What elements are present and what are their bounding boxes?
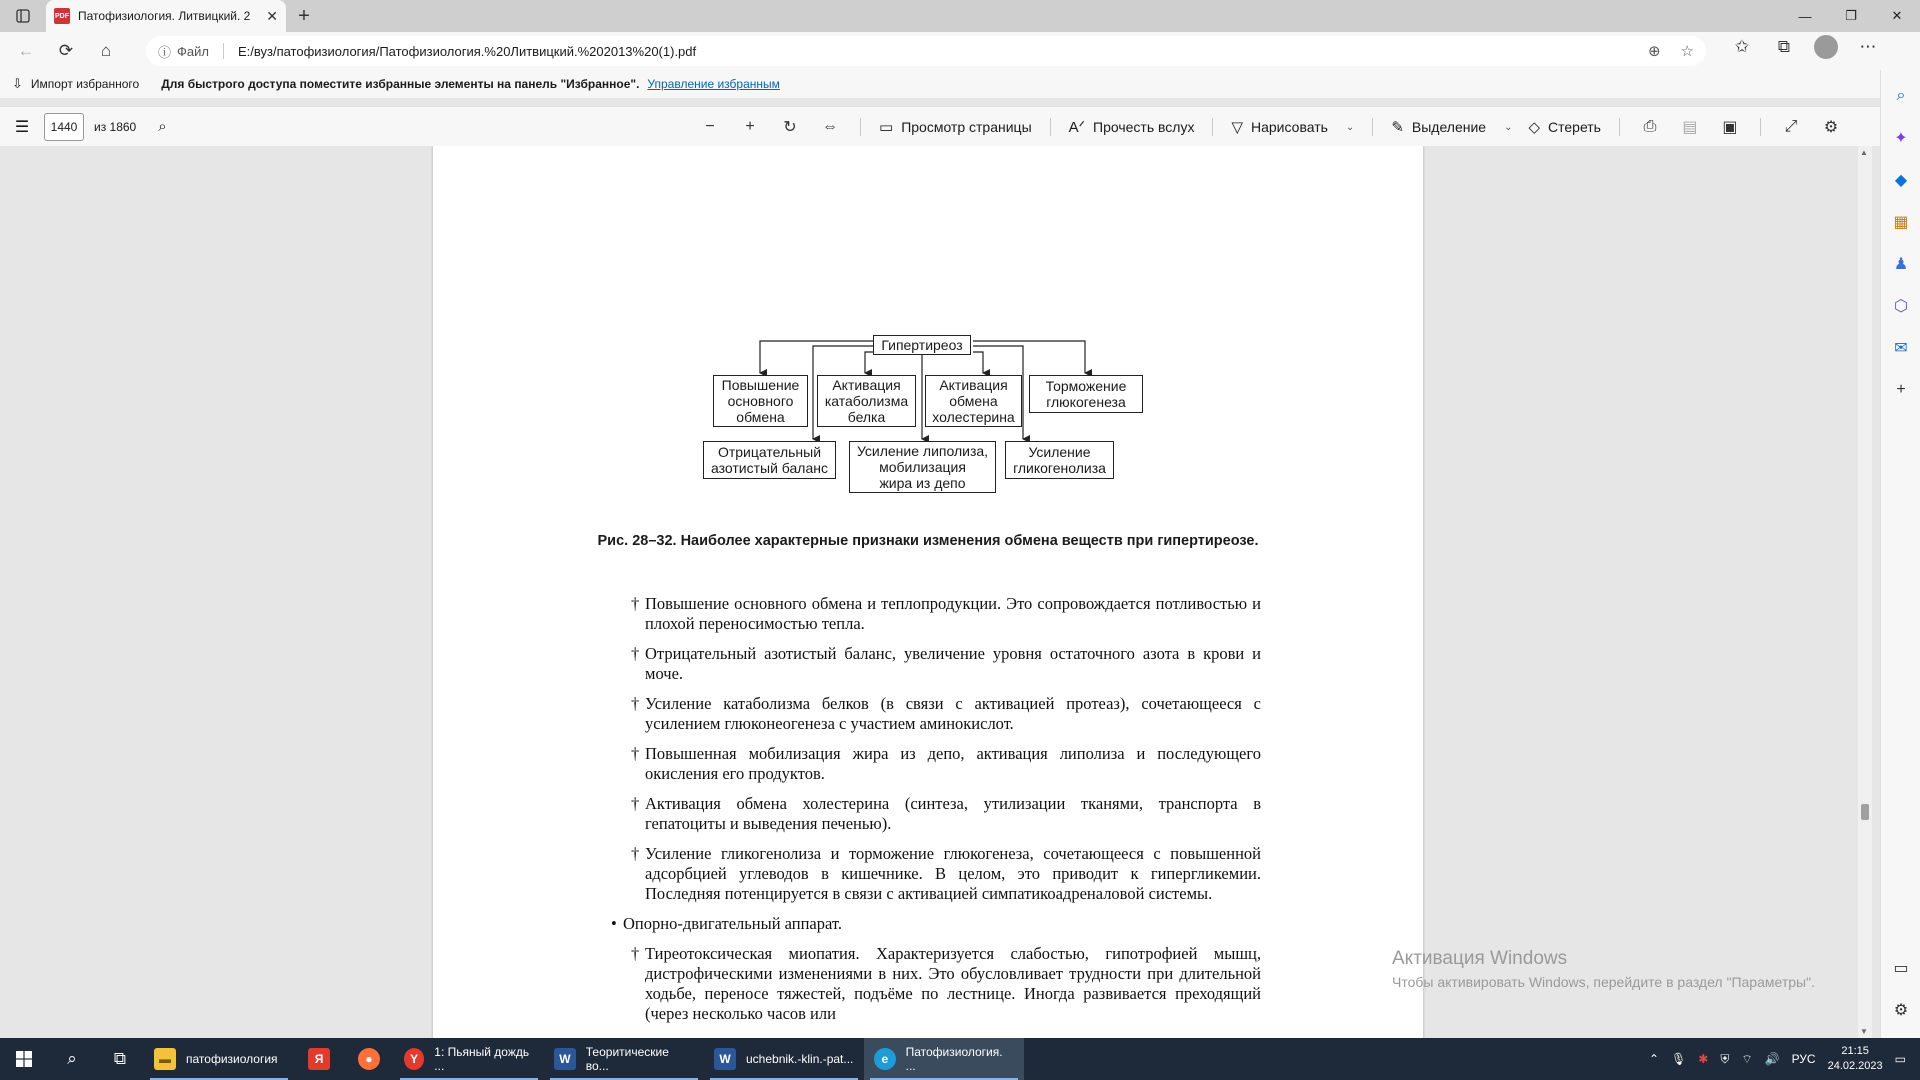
diagram-node: Усиление гликогенолиза [1005, 441, 1114, 479]
fit-page-icon[interactable]: ⇔ [822, 118, 838, 135]
windows-start-icon[interactable] [0, 1038, 48, 1080]
pdf-icon: PDF [54, 8, 70, 24]
language-indicator[interactable]: РУС [1791, 1052, 1816, 1066]
pdf-viewer[interactable] [0, 146, 1866, 1038]
section-bullet-text: Опорно-двигательный аппарат. [623, 914, 842, 933]
diagram-root: Гипертиреоз [873, 335, 971, 355]
dagger-marker: † [631, 944, 640, 963]
list-item-text: Отрицательный азотистый баланс, увеличение уровня остаточного азота в крови и моче. [645, 644, 1261, 683]
window-controls [1782, 0, 1920, 32]
eraser-icon: ◇ [1528, 119, 1541, 136]
diagram-node: Отрицательный азотистый баланс [703, 441, 836, 479]
highlight-button[interactable] [1383, 118, 1520, 136]
task-view-icon[interactable]: ⧉ [113, 1049, 127, 1068]
yandex-icon: Я [308, 1048, 330, 1070]
draw-label: Нарисовать [1251, 119, 1328, 135]
address-bar [0, 32, 1920, 70]
dagger-marker: † [631, 644, 640, 663]
scrollbar-thumb[interactable] [1861, 804, 1869, 820]
avatar[interactable] [1814, 35, 1838, 59]
zoom-in-icon[interactable]: + [745, 118, 755, 135]
toolbar-divider [1372, 118, 1373, 136]
dagger-marker: † [631, 794, 640, 813]
page-text [611, 594, 1261, 1034]
gear-icon[interactable]: ⚙ [1893, 1002, 1909, 1019]
back-button[interactable]: ← [17, 41, 35, 60]
zoom-out-icon[interactable]: − [705, 118, 715, 135]
taskbar-app-label: Теоритические во... [585, 1045, 669, 1073]
notifications-icon[interactable]: ▭ [1894, 1052, 1906, 1066]
draw-icon: ▽ [1231, 119, 1243, 136]
dagger-marker: † [631, 694, 640, 713]
list-item-text: Усиление гликогенолиза и торможение глюкогенеза, сочетающееся с повышенной адсорбцией углеводов в кишечнике. В целом, это приводит к гипергликемии. Последняя потенцируется в связи с активацией симпатикоадреналовой системы. [645, 844, 1261, 903]
taskbar-app-explorer[interactable] [144, 1038, 294, 1080]
taskbar-app-label: патофизиология [186, 1052, 278, 1066]
watermark-subtitle: Чтобы активировать Windows, перейдите в раздел "Параметры". [1392, 974, 1815, 990]
vertical-scrollbar[interactable] [1858, 146, 1872, 1038]
highlight-icon: ✎ [1391, 119, 1404, 136]
taskbar-app-label: 1: Пьяный дождь ... [434, 1045, 530, 1073]
word-icon: W [554, 1048, 576, 1070]
games-icon[interactable]: ♟ [1893, 256, 1909, 273]
read-aloud-button[interactable] [1061, 118, 1203, 136]
pdf-page [433, 146, 1423, 1038]
wifi-icon[interactable]: ⌔ [1741, 1051, 1753, 1066]
office-icon[interactable]: ⬡ [1894, 298, 1908, 315]
tab-title: Патофизиология. Литвицкий. 2 [78, 9, 251, 23]
toolbar-divider [1212, 118, 1213, 136]
diagram-node: Торможение глюкогенеза [1029, 375, 1143, 413]
tab-actions-icon[interactable] [0, 0, 46, 32]
page-view-icon: ▭ [879, 119, 894, 136]
browser-actions [1730, 35, 1880, 59]
url-divider [223, 43, 224, 59]
dagger-marker: † [631, 844, 640, 863]
dagger-marker: † [631, 594, 640, 613]
read-aloud-icon: Aᐟ [1068, 119, 1085, 136]
tools-icon[interactable]: ▦ [1893, 214, 1909, 231]
file-label: Файл [177, 43, 209, 59]
windows-activation-watermark [1392, 948, 1815, 990]
close-window-button[interactable]: ✕ [1891, 8, 1903, 23]
system-tray [1649, 1038, 1920, 1080]
chevron-up-icon[interactable]: ⌃ [1648, 1052, 1660, 1066]
toolbar-divider [1619, 118, 1620, 136]
tab-strip [0, 0, 1920, 32]
firefox-icon: ● [358, 1048, 380, 1070]
info-icon[interactable]: ⓘ [158, 44, 172, 60]
search-icon[interactable]: ⌕ [158, 118, 167, 135]
tab-active[interactable] [46, 0, 286, 32]
home-button[interactable]: ⌂ [100, 41, 112, 60]
page-total: из 1860 [94, 119, 137, 134]
restore-button[interactable]: ❐ [1845, 8, 1857, 23]
toolbar-divider [1050, 118, 1051, 136]
save-icon[interactable]: ▤ [1682, 119, 1698, 136]
minimize-button[interactable]: — [1798, 8, 1812, 24]
list-item-text: Повышение основного обмена и теплопродукции. Это сопровождается потливостью и плохой переносимостью тепла. [645, 594, 1261, 633]
list-item-text: Тиреотоксическая миопатия. Характеризуется слабостью, гипотрофией мышц, дистрофическими изменениями в них. Это обусловливает трудности при длительной ходьбе, переносе тяжестей, подъёме по лестнице. Иногда развивается преходящий (через несколько часов или [645, 944, 1261, 1023]
url-actions [1648, 42, 1694, 60]
edge-icon: e [874, 1048, 896, 1070]
scroll-up-icon[interactable]: ▲ [1860, 148, 1868, 157]
url-field[interactable] [146, 36, 1706, 66]
chevron-down-icon[interactable]: ⌄ [1345, 121, 1355, 133]
favorites-bar [0, 70, 1880, 98]
taskbar-app-edge[interactable] [864, 1038, 1024, 1080]
add-icon[interactable]: + [1896, 381, 1906, 398]
read-aloud-label: Прочесть вслух [1093, 119, 1195, 135]
erase-label: Стереть [1548, 119, 1601, 135]
more-menu-icon[interactable]: ⋯ [1859, 37, 1877, 56]
pdf-tools [690, 107, 1851, 147]
new-tab-button[interactable]: + [298, 4, 310, 27]
list-item-text: Усиление катаболизма белков (в связи с активацией протеаз), сочетающееся с усилением глюконеогенеза с участием аминокислот. [645, 694, 1261, 733]
folder-icon: ▬ [154, 1048, 176, 1070]
import-icon: ⇩ [12, 76, 23, 91]
list-item [631, 944, 1261, 1024]
sidebar-layout-icon[interactable]: ▭ [1893, 960, 1909, 977]
watermark-title: Активация Windows [1392, 948, 1568, 969]
refresh-button[interactable]: ⟳ [58, 41, 74, 60]
clock-date: 24.02.2023 [1827, 1060, 1883, 1072]
chevron-down-icon[interactable]: ⌄ [1504, 121, 1513, 133]
dagger-marker: † [631, 744, 640, 763]
fullscreen-icon[interactable]: ⤢ [1784, 118, 1798, 135]
page-view-button[interactable] [871, 118, 1040, 136]
zoom-icon[interactable]: ⊕ [1647, 43, 1661, 60]
microphone-icon[interactable]: 🎙 [1671, 1052, 1687, 1066]
taskbar [0, 1038, 1920, 1080]
url-text[interactable]: E:/вуз/патофизиология/Патофизиология.%20Литвицкий.%202013%20(1).pdf [237, 43, 697, 59]
word-icon: W [714, 1048, 736, 1070]
diagram-node: Активация обмена холестерина [925, 375, 1022, 427]
list-item [631, 744, 1261, 784]
favorites-hint: Для быстрого доступа поместите избранные элементы на панель "Избранное". [161, 77, 640, 91]
diagram-node: Усиление липолиза, мобилизация жира из депо [849, 441, 996, 493]
draw-button[interactable] [1223, 118, 1362, 136]
search-icon[interactable]: ⌕ [1896, 87, 1906, 104]
diagram-node: Активация катаболизма белка [817, 375, 916, 427]
print-icon[interactable]: ⎙ [1643, 118, 1657, 135]
erase-button[interactable] [1520, 118, 1609, 136]
volume-icon[interactable]: 🔊 [1764, 1052, 1780, 1066]
search-icon[interactable]: ⌕ [67, 1049, 77, 1068]
taskbar-app-word-2[interactable] [704, 1038, 864, 1080]
list-item-text: Активация обмена холестерина (синтеза, утилизации тканями, транспорта в гепатоциты и выведения печенью). [645, 794, 1261, 833]
toolbar-divider [860, 118, 861, 136]
figure-caption: Рис. 28–32. Наиболее характерные признаки изменения обмена веществ при гипертиреозе. [597, 533, 1259, 549]
section-bullet [611, 914, 1241, 934]
outlook-icon[interactable]: ✉ [1894, 340, 1908, 357]
list-item-text: Повышенная мобилизация жира из депо, активация липолиза и последующего окисления его продуктов. [645, 744, 1261, 783]
edge-sidebar [1880, 70, 1920, 1038]
manage-favorites-link[interactable]: Управление избранным [647, 77, 780, 91]
table-of-contents-icon[interactable]: ☰ [14, 118, 30, 136]
list-item [631, 844, 1261, 904]
shopping-icon[interactable]: ◆ [1894, 172, 1908, 189]
taskbar-app-yandex[interactable] [294, 1038, 344, 1080]
list-item [631, 644, 1261, 684]
taskbar-app-label: uchebnik.-klin.-pat... [746, 1052, 854, 1066]
clock[interactable] [1828, 1044, 1883, 1074]
discover-icon[interactable]: ✦ [1894, 130, 1908, 147]
diagram-node: Повышение основного обмена [713, 375, 808, 427]
pdf-toolbar [0, 106, 1880, 146]
page-view-label: Просмотр страницы [901, 119, 1032, 135]
save-as-icon[interactable]: ▣ [1722, 119, 1738, 136]
list-item [631, 594, 1261, 634]
toolbar-divider [1760, 118, 1761, 136]
taskbar-app-firefox[interactable] [344, 1038, 394, 1080]
bullet-marker: • [611, 914, 617, 933]
list-item [631, 694, 1261, 734]
scroll-down-icon[interactable]: ▼ [1860, 1027, 1868, 1036]
import-favorites-button[interactable]: Импорт избранного [30, 77, 140, 91]
page-number-input[interactable]: 1440 [44, 113, 84, 141]
network-status-icon[interactable]: ✱ [1698, 1052, 1709, 1066]
rotate-icon[interactable]: ↻ [783, 119, 797, 136]
settings-icon[interactable]: ⚙ [1823, 119, 1839, 136]
list-item [631, 794, 1261, 834]
favorites-icon[interactable]: ✩ [1734, 37, 1750, 56]
add-favorite-icon[interactable]: ☆ [1680, 43, 1694, 60]
security-icon[interactable]: ⛨ [1720, 1051, 1730, 1066]
highlight-label: Выделение [1411, 119, 1487, 135]
taskbar-app-label: Патофизиология. ... [905, 1045, 1003, 1073]
taskbar-app-yandex-browser[interactable] [394, 1038, 544, 1080]
collections-icon[interactable]: ⧉ [1777, 37, 1791, 56]
close-tab-icon[interactable]: ✕ [266, 7, 278, 24]
clock-time: 21:15 [1841, 1045, 1869, 1057]
taskbar-app-word-1[interactable] [544, 1038, 704, 1080]
yandex-browser-icon: Y [404, 1048, 424, 1070]
